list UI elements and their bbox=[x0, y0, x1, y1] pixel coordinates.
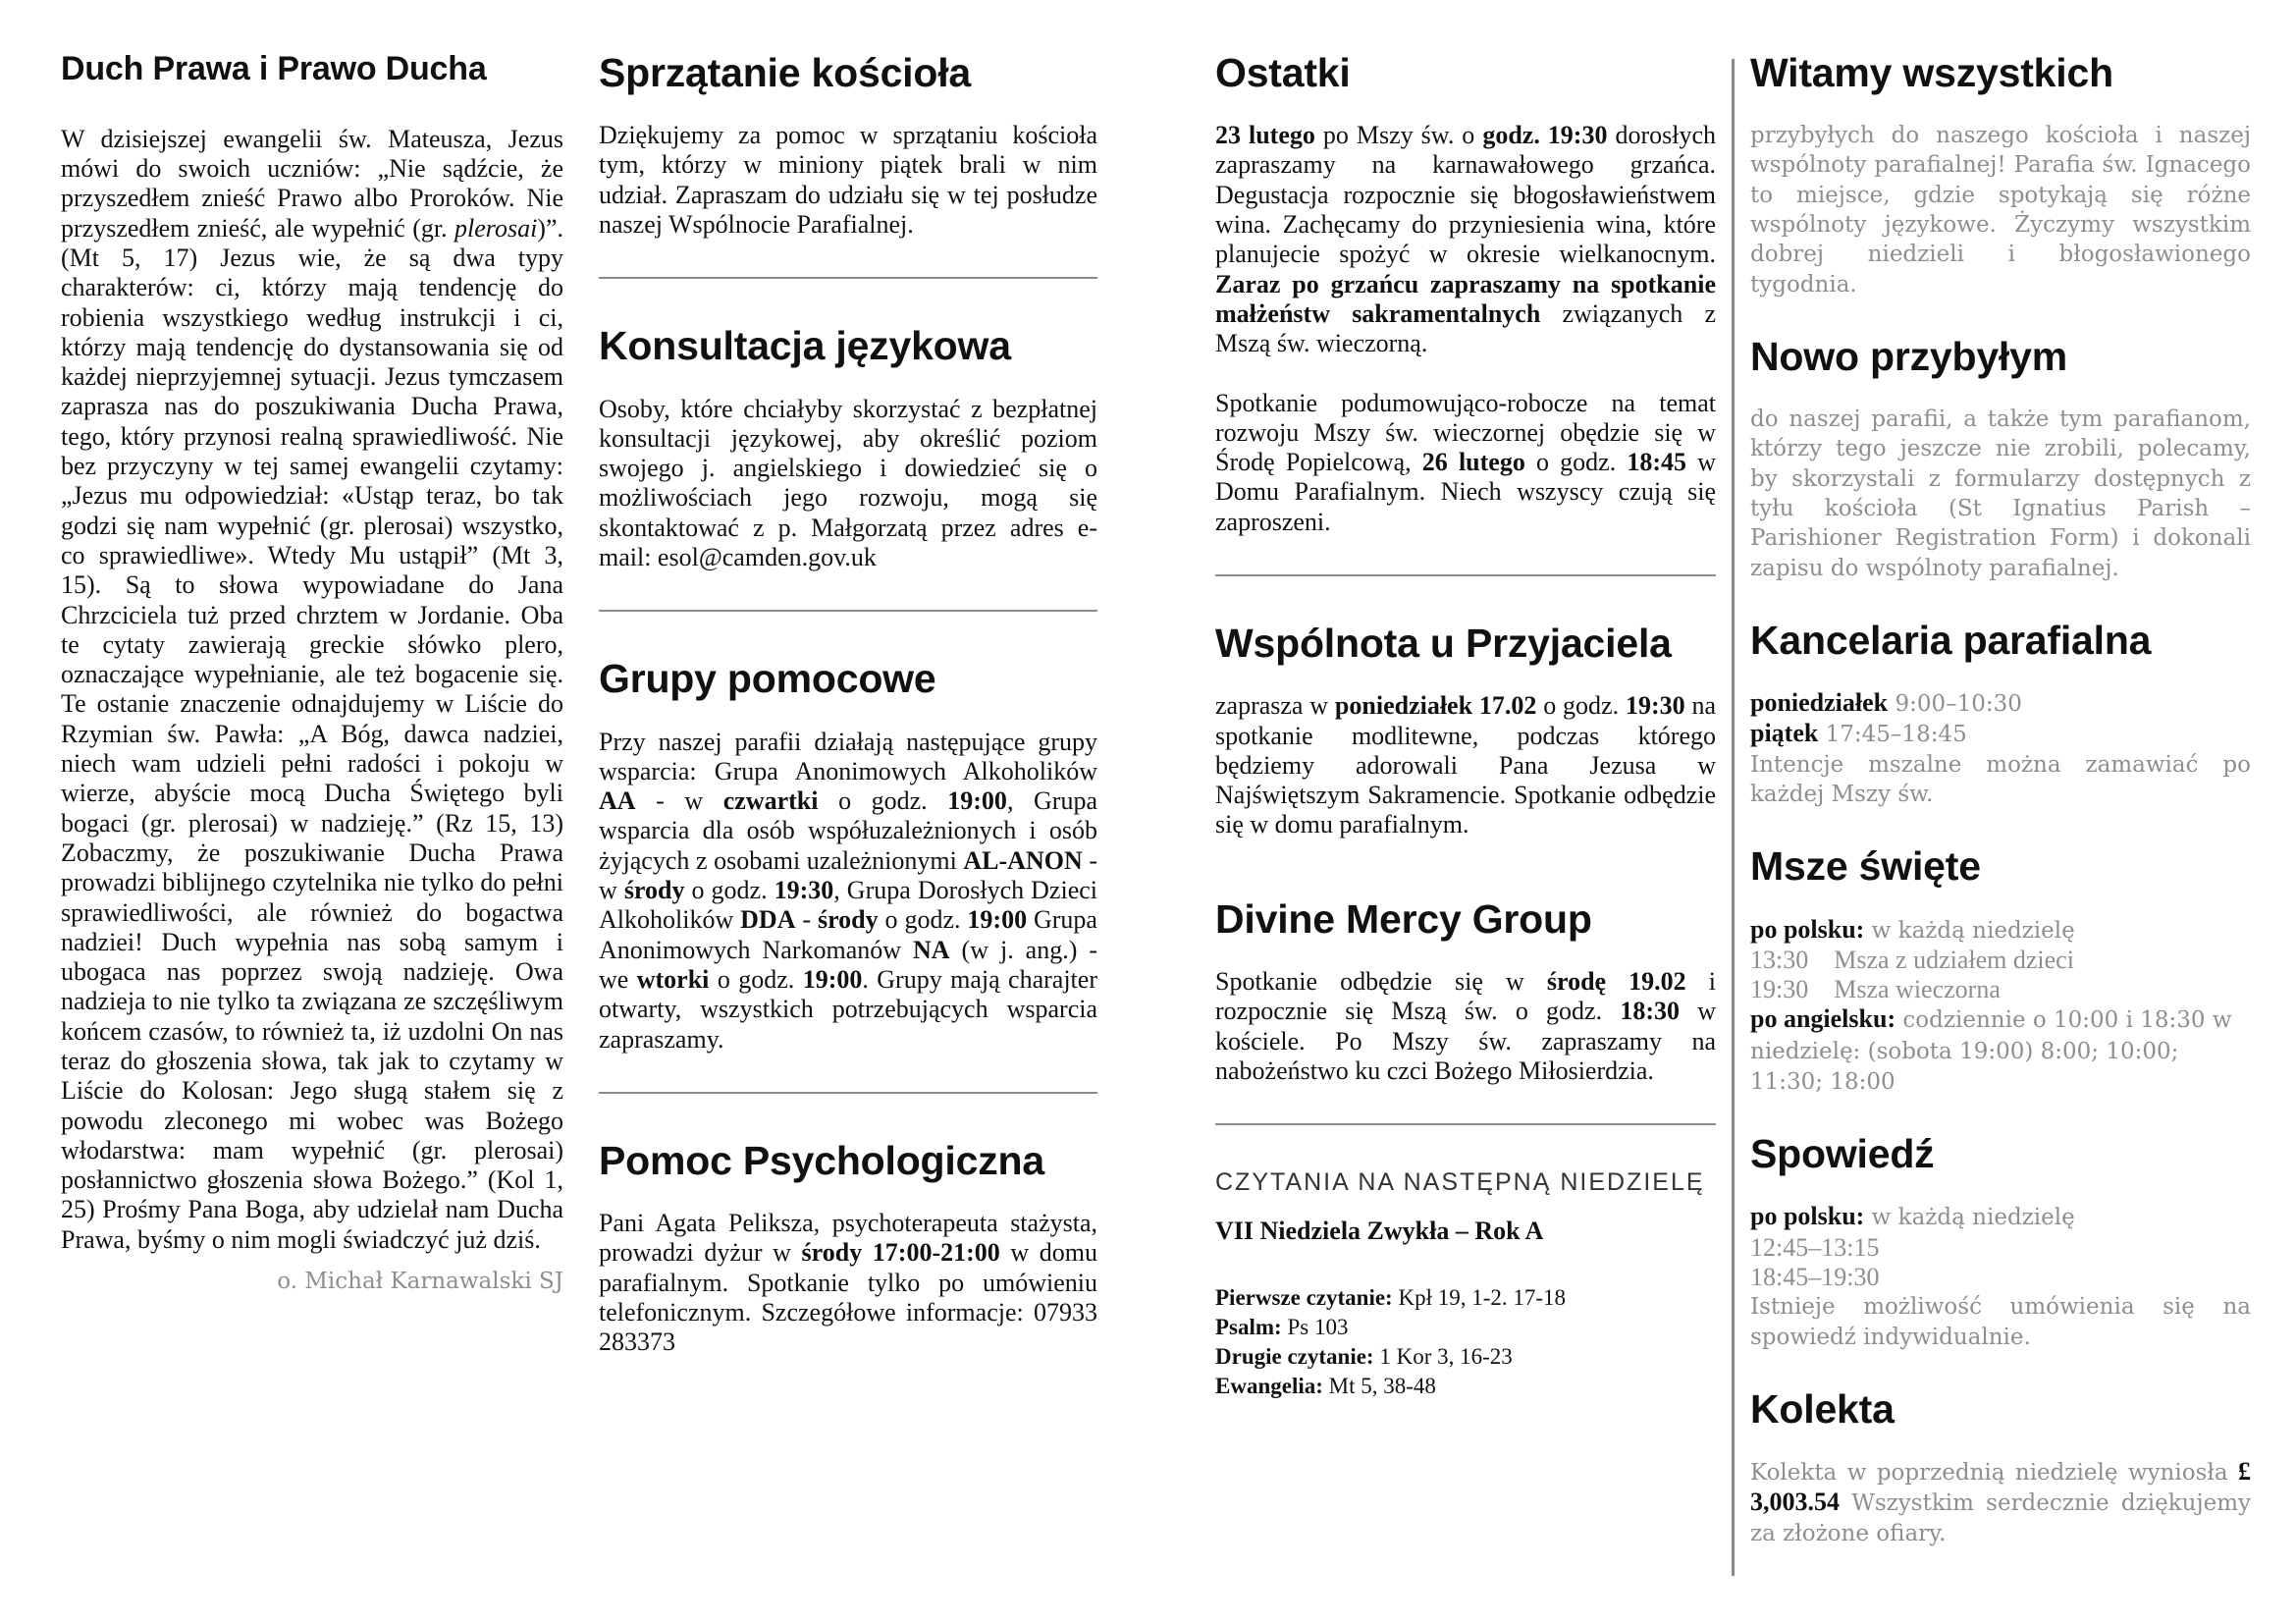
reading-psalm: Psalm: Ps 103 bbox=[1215, 1315, 1349, 1340]
office-note: Intencje mszalne można zamawiać po każdej Mszy św. bbox=[1750, 751, 2251, 808]
confession-time-2: 18:45–19:30 bbox=[1750, 1263, 1880, 1292]
office-title: Kancelaria parafialna bbox=[1750, 617, 2152, 663]
column-divider bbox=[1732, 59, 1735, 1576]
language-consultation-title: Konsultacja językowa bbox=[599, 323, 1011, 369]
section-divider bbox=[599, 1092, 1097, 1094]
ostatki-body: 23 lutego po Mszy św. o godz. 19:30 dorosłych zapraszamy na karnawałowego grzańca. Degustacja rozpocznie się błogosławieństwem wina. Zachęcamy do przyniesienia wina, które planujecie spożyć w okresie wielkanocnym. Zaraz po grzańcu zapraszamy na spotkanie małżeństw sakramentalnych związanych z Mszą św. wieczorną. bbox=[1215, 121, 1716, 358]
masses-title: Msze święte bbox=[1750, 843, 1981, 890]
column-announcements-1 bbox=[599, 49, 1097, 1357]
reflection-body: W dzisiejszej ewangelii św. Mateusza, Jezus mówi do swoich uczniów: „Nie sądźcie, że przyszedłem znieść Prawo albo Proroków. Nie przyszedłem znieść, ale wypełnić (gr. plerosai)”. (Mt 5, 17) Jezus wie, że są dwa typy charakterów: ci, którzy mają tendencję do robienia wszystkiego według instrukcji i ci, którzy mają tendencję do dystansowania się od każdej nieprzyjemnej sytuacji. Jezus tymczasem zaprasza nas do poszukiwania Ducha Prawa, tego, który przynosi realną sprawiedliwość. Nie bez przyczyny w tej samej ewangelii czytamy: „Jezus mu odpowiedział: «Ustąp teraz, bo tak godzi się nam wypełnić (gr. plerosai) wszystko, co sprawiedliwe». Wtedy Mu ustąpił” (Mt 3, 15). Są to słowa wypowiadane do Jana Chrzciciela tuż przed chrztem w Jordanie. Oba te cytaty zawierają greckie słówko plero, oznaczające wypełnianie, ale też bogacenie się. Te ostanie znaczenie odnajdujemy w Liście do Rzymian św. Pawła: „A Bóg, dawca nadziei, niech wam udzieli pełni radości i pokoju w wierze, abyście mocą Ducha Świętego byli bogaci (gr. plerosai) w nadzieję.” (Rz 15, 13) Zobaczmy, że poszukiwanie Ducha Prawa prowadzi biblijnego czytelnika nie tylko do pełni sprawiedliwości, ale również do bogactwa nadziei! Duch wypełnia nas sobą samym i ubogaca nas poprzez swoją nadzieję. Owa nadzieja to nie tylko ta związana ze szczęśliwym końcem czasów, to również ta, iż uzdolni On nas teraz do głoszenia słowa, tak jak to czytamy w Liście do Kolosan: Jego sługą stałem się z powodu zleconego mi wobec was Bożego włodarstwa: mam wypełnić (gr. plerosai) posłannictwo głoszenia słowa Bożego.” (Kol 1, 25) Prośmy Pana Boga, aby udzielał nam Ducha Prawa, byśmy o nim mogli świadczyć już dziś. bbox=[61, 124, 563, 1254]
column-reflection bbox=[61, 49, 563, 1294]
office-hours-fri: piątek 17:45–18:45 bbox=[1750, 719, 1967, 748]
readings-sunday: VII Niedziela Zwykła – Rok A bbox=[1215, 1217, 1544, 1246]
language-consultation-body: Osoby, które chciałyby skorzystać z bezpłatnej konsultacji językowej, aby określić poziom swojego j. angielskiego i dowiedzieć się o możliwościach jego rozwoju, mogą się skontaktować z p. Małgorzatą przez adres e-mail: esol@camden.gov.uk bbox=[599, 394, 1097, 572]
section-divider bbox=[1215, 574, 1716, 576]
masses-polish: po polsku: w każdą niedzielę bbox=[1750, 914, 2075, 944]
reflection-title: Duch Prawa i Prawo Ducha bbox=[61, 50, 487, 87]
support-groups-title: Grupy pomocowe bbox=[599, 656, 936, 702]
cleaning-body: Dziękujemy za pomoc w sprzątaniu kościoła tym, którzy w miniony piątek brali w nim udział. Zapraszam do udziału się w tej posłudze naszej Wspólnocie Parafialnej. bbox=[599, 121, 1097, 240]
welcome-body: przybyłych do naszego kościoła i naszej wspólnoty parafialnej! Parafia św. Ignacego to miejsce, gdzie spotykają się różne wspólnoty językowe. Życzymy wszystkim dobrej niedzieli i błogosławionego tygodnia. bbox=[1750, 123, 2251, 298]
section-divider bbox=[1215, 1123, 1716, 1125]
mass-children: 13:30 Msza z udziałem dzieci bbox=[1750, 945, 2074, 974]
community-title: Wspólnota u Przyjaciela bbox=[1215, 621, 1672, 667]
confession-polish: po polsku: w każdą niedzielę bbox=[1750, 1202, 2075, 1231]
welcome-title: Witamy wszystkich bbox=[1750, 50, 2113, 95]
readings-header: CZYTANIA NA NASTĘPNĄ NIEDZIELĘ bbox=[1215, 1168, 1705, 1197]
collection-body: Kolekta w poprzednią niedzielę wyniosła £ 3,003.54 Wszystkim serdecznie dziękujemy za złożone ofiary. bbox=[1750, 1457, 2251, 1546]
section-divider bbox=[599, 277, 1097, 279]
collection-title: Kolekta bbox=[1750, 1385, 1895, 1432]
column-announcements-2 bbox=[1215, 49, 1716, 1401]
confession-time-1: 12:45–13:15 bbox=[1750, 1232, 1880, 1262]
divine-mercy-title: Divine Mercy Group bbox=[1215, 895, 1592, 942]
mass-evening: 19:30 Msza wieczorna bbox=[1750, 975, 2001, 1004]
column-parish-info bbox=[1750, 49, 2251, 1582]
reflection-signature: o. Michał Karnawalski SJ bbox=[277, 1269, 563, 1295]
support-groups-body: Przy naszej parafii działają następujące grupy wsparcia: Grupa Anonimowych Alkoholików AA - w czwartki o godz. 19:00, Grupa wsparcia dla osób współuzależnionych i osób żyjących z osobami uzależnionymi AL-ANON - w środy o godz. 19:30, Grupa Dorosłych Dzieci Alkoholików DDA - środy o godz. 19:00 Grupa Anonimowych Narkomanów NA (w j. ang.) - we wtorki o godz. 19:00. Grupy mają charajter otwarty, wszystkich potrzebujących wsparcia zapraszamy. bbox=[599, 727, 1098, 1054]
newcomers-body: do naszej parafii, a także tym parafianom, którzy tego jeszcze nie zrobili, polecamy, by skorzystali z formularzy dostępnych z tyłu kościoła (St Ignatius Parish – Parishioner Registration Form) i dokonali zapisu do wspólnoty parafialnej. bbox=[1750, 406, 2251, 581]
reading-gospel: Ewangelia: Mt 5, 38-48 bbox=[1215, 1374, 1436, 1399]
masses-english: po angielsku: codziennie o 10:00 i 18:30 w niedzielę: (sobota 19:00) 8:00; 10:00; 11:30; 18:00 bbox=[1750, 1004, 2232, 1095]
reading-second: Drugie czytanie: 1 Kor 3, 16-23 bbox=[1215, 1344, 1513, 1370]
mass-meeting-body: Spotkanie podumowująco-robocze na temat rozwoju Mszy św. wieczornej obędzie się w Środę Popielcową, 26 lutego o godz. 18:45 w Domu Parafialnym. Niech wszyscy czują się zaproszeni. bbox=[1215, 388, 1716, 536]
section-divider bbox=[599, 610, 1097, 612]
psych-help-body: Pani Agata Peliksza, psychoterapeuta stażysta, prowadzi dyżur w środy 17:00-21:00 w domu parafialnym. Spotkanie tylko po umówieniu telefonicznym. Szczegółowe informacje: 07933 283373 bbox=[599, 1208, 1097, 1357]
divine-mercy-body: Spotkanie odbędzie się w środę 19.02 i rozpocznie się Mszą św. o godz. 18:30 w kościele. Po Mszy św. zapraszamy na nabożeństwo ku czci Bożego Miłosierdzia. bbox=[1215, 966, 1716, 1085]
reading-first: Pierwsze czytanie: Kpł 19, 1-2. 17-18 bbox=[1215, 1285, 1567, 1311]
office-hours-mon: poniedziałek 9:00–10:30 bbox=[1750, 688, 2022, 718]
psych-help-title: Pomoc Psychologiczna bbox=[599, 1137, 1044, 1183]
ostatki-title: Ostatki bbox=[1215, 50, 1351, 95]
community-body: zaprasza w poniedziałek 17.02 o godz. 19:30 na spotkanie modlitewne, podczas którego będziemy adorowali Pana Jezusa w Najświętszym Sakramencie. Spotkanie odbędzie się w domu parafialnym. bbox=[1215, 691, 1716, 839]
newcomers-title: Nowo przybyłym bbox=[1750, 333, 2067, 379]
confession-title: Spowiedź bbox=[1750, 1131, 1935, 1177]
confession-note: Istnieje możliwość umówienia się na spowiedź indywidualnie. bbox=[1750, 1294, 2251, 1350]
cleaning-title: Sprzątanie kościoła bbox=[599, 50, 972, 95]
